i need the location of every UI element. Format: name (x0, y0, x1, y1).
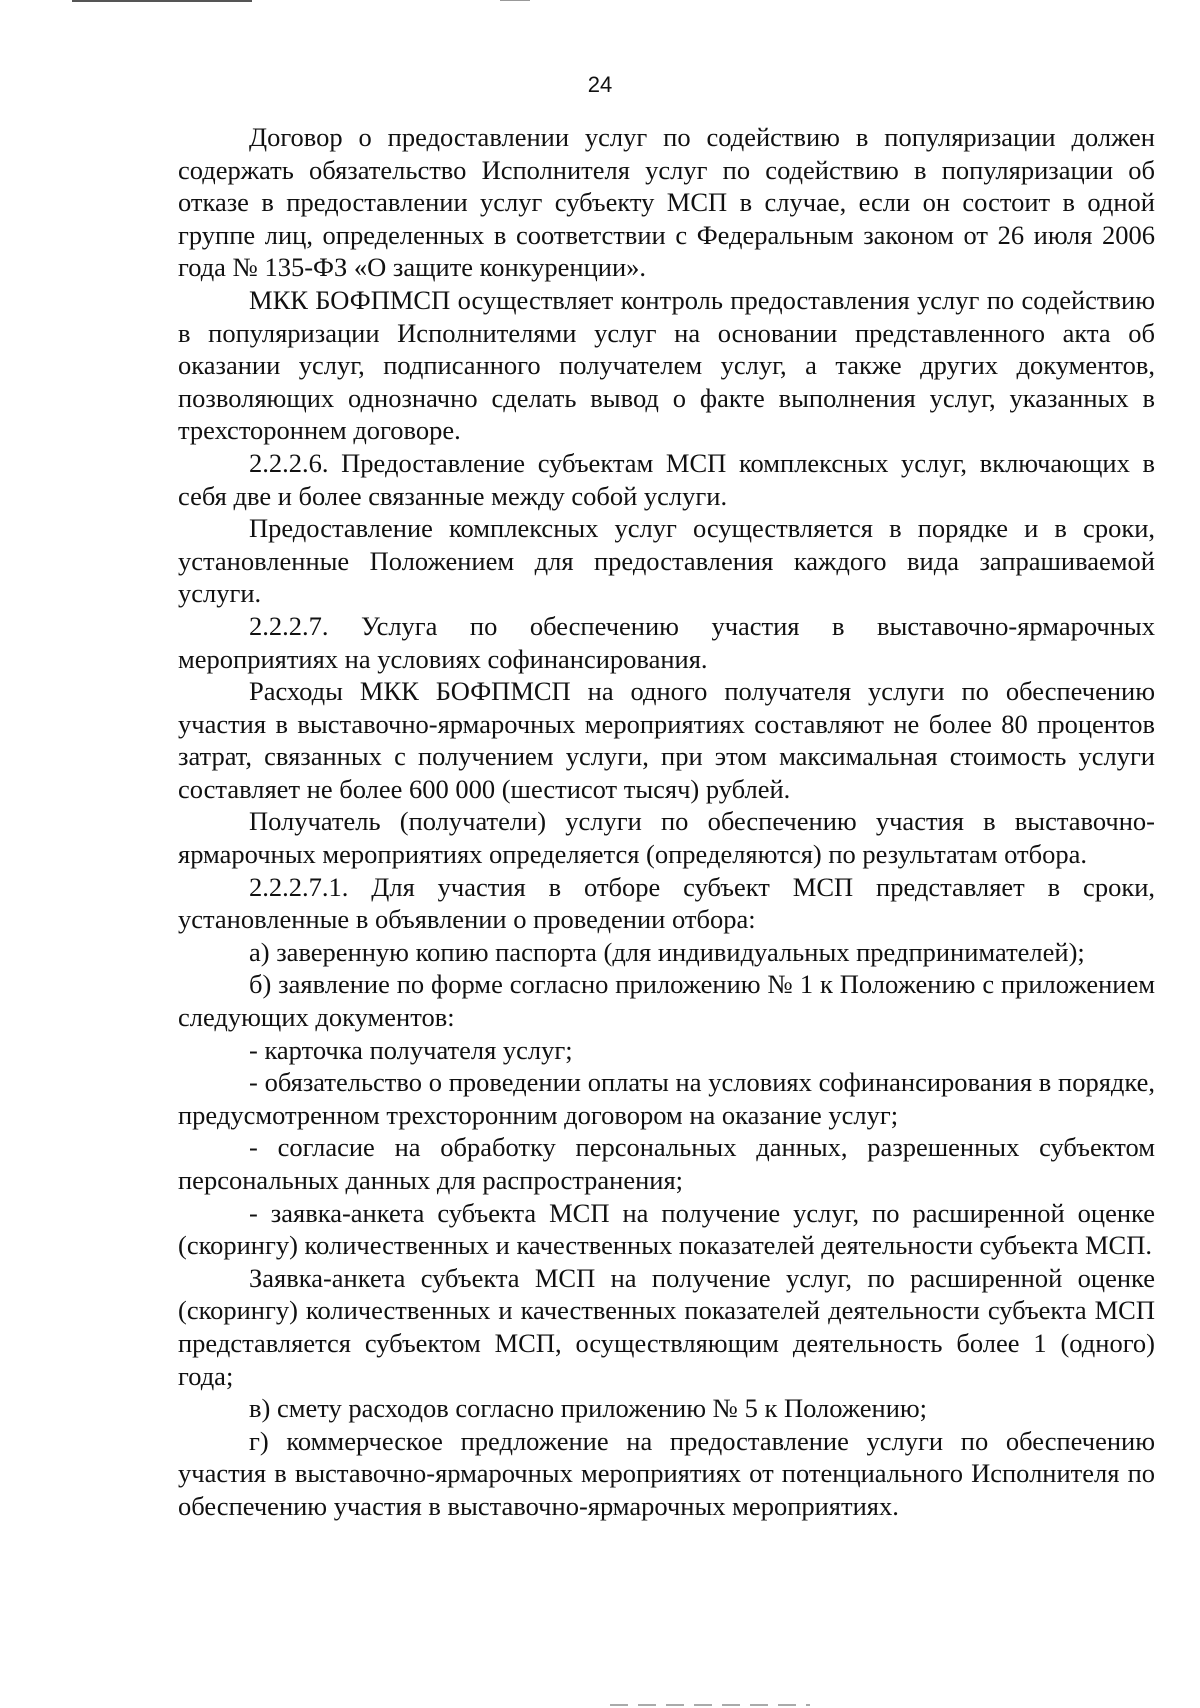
list-item-g: г) коммерческое предложение на предоставление услуги по обеспечению участия в выставочно-ярмарочных мероприятиях от потенциального Исполнителя по обеспечению участия в выставочно-ярмарочных мероприятиях. (178, 1425, 1155, 1521)
paragraph-2-2-2-7: 2.2.2.7. Услуга по обеспечению участия в выставочно-ярмарочных мероприятиях на условиях софинансирования. (178, 610, 1155, 674)
paragraph-control: МКК БОФПМСП осуществляет контроль предоставления услуг по содействию в популяризации Исполнителями услуг на основании представленного акта об оказании услуг, подписанного получателем услуг, а также других документов, позволяющих однозначно сделать вывод о факте выполнения услуг, указанных в трехстороннем договоре. (178, 284, 1155, 446)
paragraph-complex-services: Предоставление комплексных услуг осуществляется в порядке и в сроки, установленные Положением для предоставления каждого вида запрашиваемой услуги. (178, 513, 1155, 609)
scan-bottom-edge (610, 1704, 810, 1706)
paragraph-2-2-2-7-1: 2.2.2.7.1. Для участия в отборе субъект МСП представляет в сроки, установленные в объявлении о проведении отбора: (178, 871, 1155, 935)
paragraph-application-note: Заявка-анкета субъекта МСП на получение услуг, по расширенной оценке (скорингу) количественных и качественных показателей деятельности субъекта МСП представляется субъектом МСП, осуществляющим деятельность более 1 (одного) года; (178, 1262, 1155, 1391)
scan-edge-mark (500, 0, 530, 1)
list-item-obligation: - обязательство о проведении оплаты на условиях софинансирования в порядке, предусмотренном трехсторонним договором на оказание услуг; (178, 1067, 1155, 1130)
list-item-card: - карточка получателя услуг; (249, 1034, 573, 1065)
list-item-consent: - согласие на обработку персональных данных, разрешенных субъектом персональных данных для распространения; (178, 1132, 1155, 1195)
list-item-v: в) смету расходов согласно приложению № 5 к Положению; (249, 1393, 928, 1424)
list-item-application: - заявка-анкета субъекта МСП на получение услуг, по расширенной оценке (скорингу) количественных и качественных показателей деятельности субъекта МСП. (178, 1197, 1155, 1261)
paragraph-2-2-2-6: 2.2.2.6. Предоставление субъектам МСП комплексных услуг, включающих в себя две и более связанные между собой услуги. (178, 447, 1155, 511)
paragraph-recipients: Получатель (получатели) услуги по обеспечению участия в выставочно-ярмарочных мероприятиях определяется (определяются) по результатам отбора. (178, 806, 1155, 870)
document-body (178, 121, 1155, 1523)
list-item-a: а) заверенную копию паспорта (для индивидуальных предпринимателей); (249, 936, 1085, 967)
paragraph-expenses: Расходы МКК БОФПМСП на одного получателя услуги по обеспечению участия в выставочно-ярмарочных мероприятиях составляют не более 80 процентов затрат, связанных с получением услуги, при этом максимальная стоимость услуги составляет не более 600 000 (шестисот тысяч) рублей. (178, 676, 1155, 804)
paragraph-contract-obligation: Договор о предоставлении услуг по содействию в популяризации должен содержать обязательство Исполнителя услуг по содействию в популяризации об отказе в предоставлении услуг субъекту МСП в случае, если он состоит в одной группе лиц, определенных в соответствии с Федеральным законом от 26 июля 2006 года № 135-ФЗ «О защите конкуренции». (178, 122, 1155, 283)
list-item-b: б) заявление по форме согласно приложению № 1 к Положению с приложением следующих документов: (178, 969, 1155, 1033)
scan-edge-rule (72, 0, 252, 2)
page-number: 24 (587, 72, 613, 97)
